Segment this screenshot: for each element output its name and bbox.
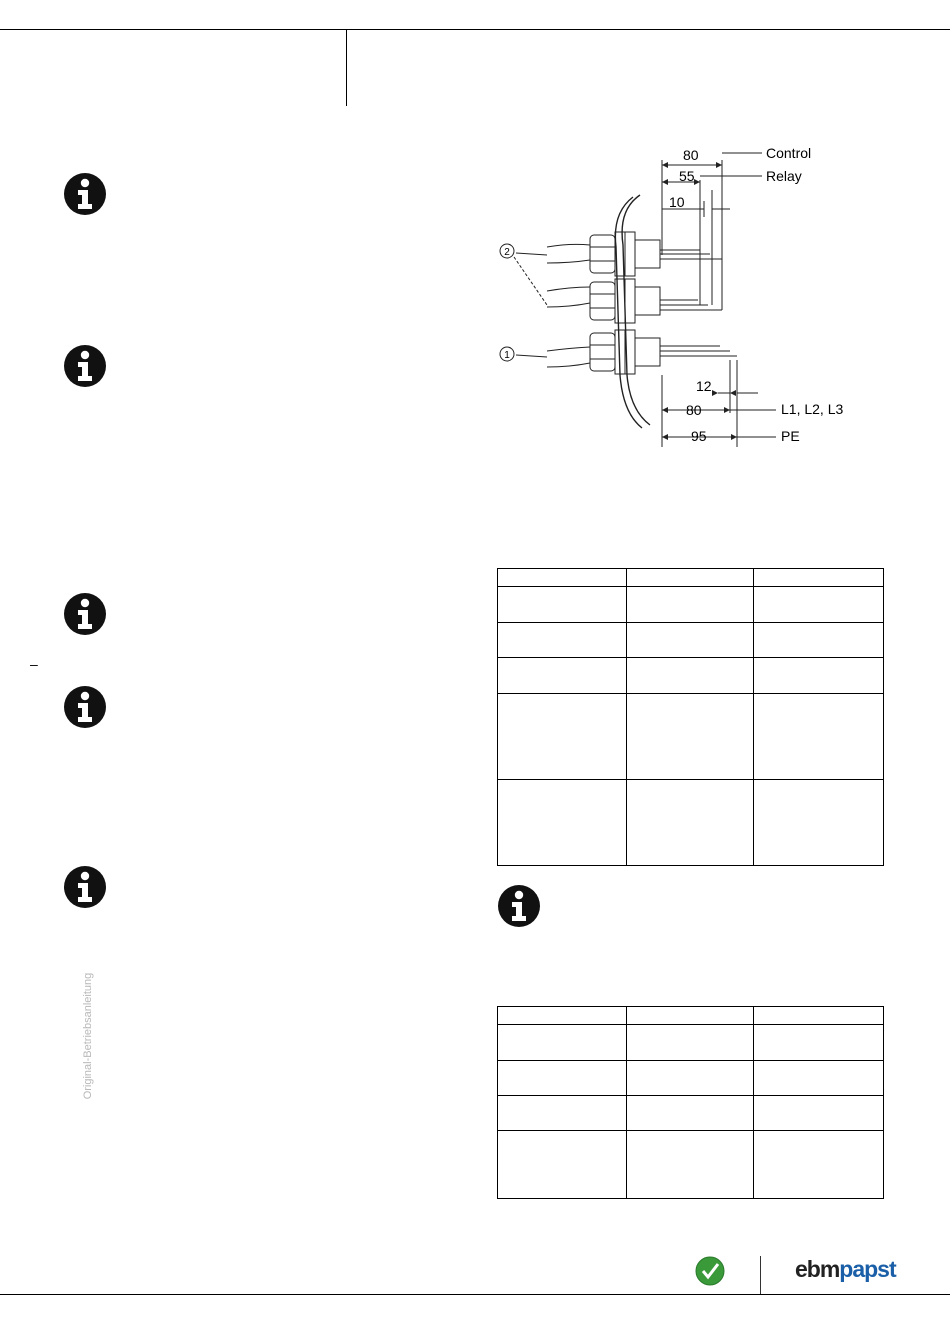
label-l1-l2-l3: L1, L2, L3 <box>781 401 844 417</box>
dim-80-top: 80 <box>683 147 699 163</box>
callout-2: 2 <box>504 247 510 258</box>
label-pe: PE <box>781 428 800 444</box>
footer-rule <box>0 1294 950 1295</box>
logo-part-papst: papst <box>839 1256 896 1282</box>
table-row <box>498 1007 884 1025</box>
info-icon <box>63 865 107 909</box>
table-row <box>498 1096 884 1131</box>
callout-1: 1 <box>504 350 510 361</box>
dim-10: 10 <box>669 194 685 210</box>
table-row <box>498 658 884 694</box>
label-relay: Relay <box>766 168 802 184</box>
logo-part-ebm: ebm <box>795 1256 840 1282</box>
info-icon <box>63 344 107 388</box>
label-control: Control <box>766 145 812 161</box>
ebmpapst-logo <box>795 1256 896 1283</box>
dim-55: 55 <box>679 168 695 184</box>
dash-mark: – <box>30 656 38 672</box>
table-row <box>498 780 884 866</box>
table-row <box>498 694 884 780</box>
dim-12: 12 <box>696 378 712 394</box>
info-icon <box>63 172 107 216</box>
green-tech-badge-icon <box>695 1256 725 1286</box>
table-row <box>498 1025 884 1061</box>
info-icon <box>497 884 541 928</box>
table-row <box>498 587 884 623</box>
info-icon <box>63 685 107 729</box>
sidebar-vertical-text: Original-Betriebsanleitung <box>82 972 94 1100</box>
table-1 <box>497 568 884 866</box>
footer-divider <box>760 1256 761 1294</box>
header-divider <box>346 29 347 106</box>
info-icon <box>63 592 107 636</box>
table-row <box>498 1131 884 1199</box>
dim-80-bottom: 80 <box>686 402 702 418</box>
dim-95: 95 <box>691 428 707 444</box>
table-row <box>498 1061 884 1096</box>
table-2 <box>497 1006 884 1199</box>
table-row <box>498 569 884 587</box>
cable-gland-diagram <box>490 135 870 455</box>
header-top-rule <box>0 29 950 30</box>
table-row <box>498 623 884 658</box>
